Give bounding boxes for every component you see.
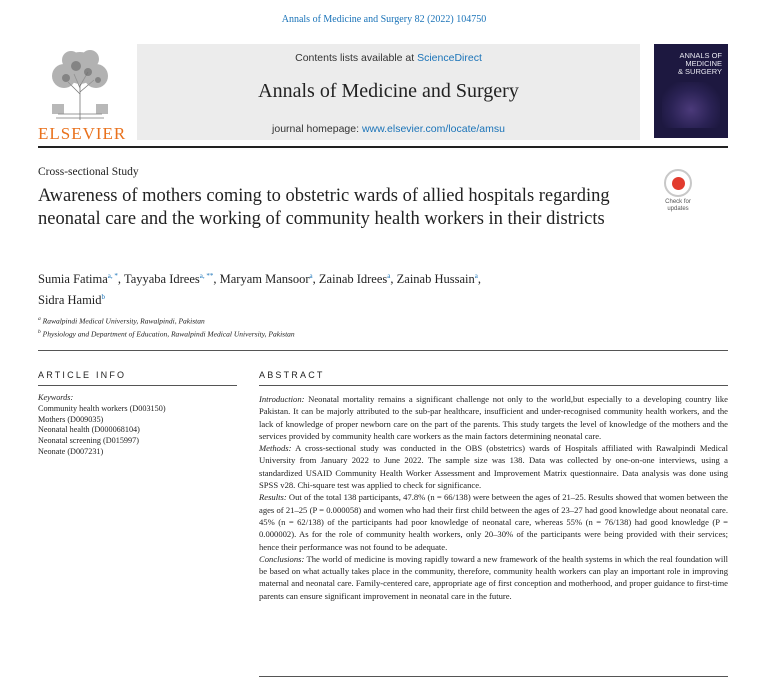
affiliation-mark: b	[38, 328, 41, 335]
author-separator: ,	[213, 272, 220, 287]
affiliation-item	[38, 327, 295, 340]
homepage-prefix: journal homepage:	[272, 123, 362, 135]
badge-label-line: updates	[667, 205, 689, 212]
badge-label	[658, 199, 698, 212]
author-affiliation-mark[interactable]: a	[474, 272, 478, 280]
abstract-section	[259, 491, 728, 552]
author-name: Zainab Hussain	[396, 272, 475, 287]
abstract-section-label: Results:	[259, 492, 287, 503]
author-separator: ,	[390, 272, 397, 287]
abstract-section-text: Neonatal mortality remains a significant challenge not only to the world,but especially to a developing country like Pakistan. It can be majorly attributed to the sub-par healthcare, insufficient and under-recognised community health workers, and the lack of knowledge of proper newborn care on the part of the parents. This study targets the level of knowledge of the mothers and the services provided by community health care workers as the main factors determining neonatal care.	[259, 394, 728, 441]
sciencedirect-link[interactable]: ScienceDirect	[417, 52, 482, 64]
keyword-item: Mothers (D009035)	[38, 414, 104, 424]
cover-title-line: MEDICINE	[685, 59, 722, 68]
article-title: Awareness of mothers coming to obstetric wards of allied hospitals regarding neonatal care and the working of community health workers in their districts	[38, 186, 610, 229]
update-icon	[664, 169, 692, 197]
contents-prefix: Contents lists available at	[295, 52, 418, 64]
keyword-item: Neonatal screening (D015997)	[38, 436, 139, 446]
author[interactable]	[397, 272, 481, 286]
abstract-section	[259, 442, 728, 491]
affiliations	[38, 314, 295, 339]
author-name: Zainab Idrees	[318, 272, 388, 287]
author-affiliation-mark[interactable]: a	[309, 272, 313, 280]
author-name: Maryam Mansoor	[219, 272, 310, 287]
abstract-section	[259, 553, 728, 602]
author[interactable]	[124, 272, 220, 286]
author-name: Sumia Fatima	[38, 272, 108, 287]
author-affiliation-mark[interactable]: a, *	[107, 272, 118, 280]
keywords-label: Keywords:	[38, 393, 74, 402]
journal-title: Annals of Medicine and Surgery	[258, 80, 519, 102]
article-info-heading: ARTICLE INFO	[38, 370, 127, 380]
contents-line	[137, 52, 640, 64]
affiliation-item	[38, 314, 295, 327]
keyword-item: Neonatal health (D000068104)	[38, 425, 140, 435]
abstract-section-label: Methods:	[259, 443, 292, 454]
abstract-section-label: Introduction:	[259, 394, 305, 404]
affiliation-text: Physiology and Department of Education, Rawalpindi Medical University, Pakistan	[42, 329, 295, 338]
author[interactable]	[38, 293, 105, 307]
affiliation-mark: a	[38, 316, 41, 322]
keyword-item: Neonate (D007231)	[38, 446, 104, 456]
author-separator: ,	[477, 272, 481, 287]
abstract-bottom-rule	[259, 676, 728, 677]
author-name: Tayyaba Idrees	[123, 272, 200, 287]
cover-title-line: & SURGERY	[677, 67, 722, 76]
tree-icon	[38, 44, 122, 122]
homepage-link[interactable]: www.elsevier.com/locate/amsu	[361, 123, 505, 135]
cover-artwork	[662, 82, 720, 128]
journal-banner	[137, 44, 640, 140]
author-name: Sidra Hamid	[38, 293, 102, 308]
study-type: Cross-sectional Study	[38, 166, 139, 178]
author-affiliation-mark[interactable]: a, **	[199, 272, 214, 280]
update-icon-dot	[672, 177, 685, 190]
affiliation-text: Rawalpindi Medical University, Rawalpindi, Pakistan	[42, 316, 205, 326]
author-affiliation-mark[interactable]: b	[101, 293, 106, 302]
keywords-block	[38, 393, 248, 458]
author[interactable]	[38, 272, 124, 286]
author[interactable]	[319, 272, 397, 286]
abstract-section-text: Out of the total 138 participants, 47.8% (n = 66/138) were between the ages of 21–25. Results showed that women between the ages of 21–25 (P = 0.000058) and women who had their first child between the ages of 23–27 had good knowledge about neonatal care. 45% (n = 62/138) of the participants had poor knowledge of neonatal care, whereas 55% (n = 76/138) had good knowledge (P = 0.000002). As for the role of community health workers, only 20–30% of the participants were being provided with their services; hence their performance was not found to be adequate.	[259, 492, 728, 552]
author-list	[38, 267, 658, 309]
cover-title	[664, 52, 722, 76]
abstract-section	[259, 393, 728, 442]
abstract-rule	[259, 385, 728, 386]
abstract-heading: ABSTRACT	[259, 370, 325, 380]
abstract-section-label: Conclusions:	[259, 553, 305, 564]
journal-citation: Annals of Medicine and Surgery 82 (2022) 104750	[281, 14, 487, 25]
section-divider	[38, 350, 728, 351]
article-info-rule	[38, 385, 237, 386]
publisher-name: ELSEVIER	[38, 124, 127, 143]
homepage-line	[137, 123, 640, 135]
author-separator: ,	[117, 272, 124, 287]
author-separator: ,	[312, 272, 319, 287]
check-for-updates-button[interactable]	[658, 169, 698, 212]
header-rule	[38, 146, 728, 148]
abstract-section-text: The world of medicine is moving rapidly toward a new framework of the health systems in which the real foundation will be based on what actually takes place in the community, therefore, community health workers can play an important role in improving maternal and neonatal care. Family-centered care, appropriate age of first conception and motherhood, and proper guidance to first-time parents can ensure significant improvement in neonatal care in the future.	[259, 553, 728, 601]
journal-cover-image	[654, 44, 728, 138]
cover-title-line: ANNALS OF	[679, 51, 722, 60]
elsevier-logo	[38, 44, 127, 143]
abstract-body	[259, 393, 728, 602]
badge-label-line: Check for	[665, 199, 691, 205]
author-affiliation-mark[interactable]: a	[387, 272, 391, 280]
author[interactable]	[220, 272, 319, 286]
keyword-item: Community health workers (D003150)	[38, 403, 166, 413]
abstract-section-text: A cross-sectional study was conducted in the OBS (obstetrics) wards of Hospitals affiliated with Rawalpindi Medical University from January 2022 to June 2022. The sample size was 138. Data was collected by one-on-one interviews, using a standardized USAID Community Health Worker Assessment and Improvement Matrix questionnaire. Data analysis was done using SPSS v28. Chi-square test was applied to check for significance.	[259, 443, 728, 491]
